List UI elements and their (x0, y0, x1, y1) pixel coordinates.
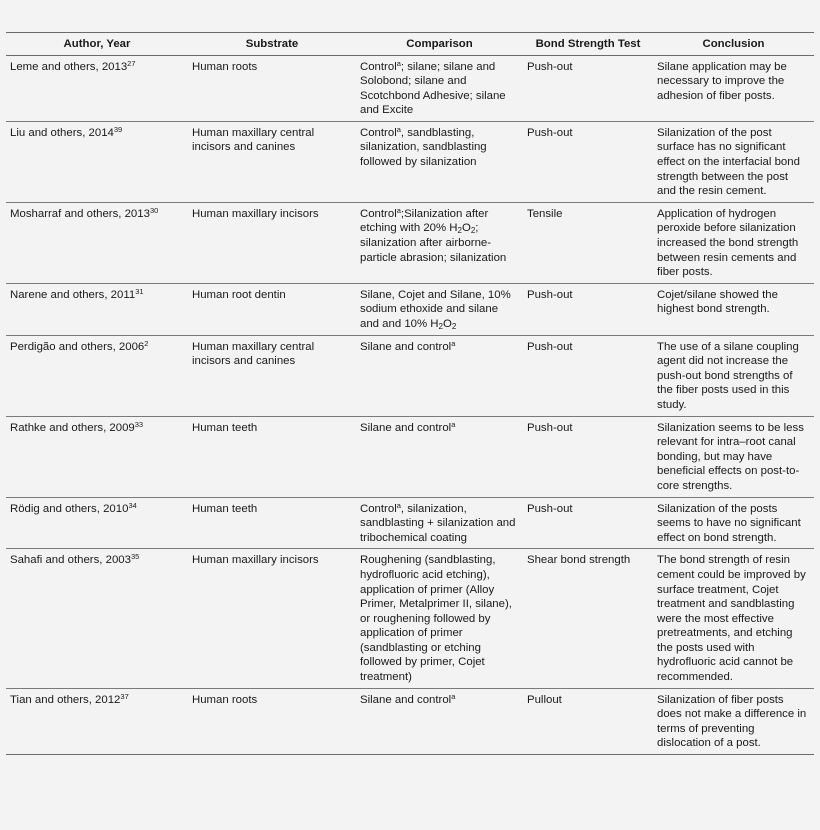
cell-comparison (356, 202, 523, 283)
author-text: Narene and others, 2011 (10, 288, 136, 301)
cell-comparison (356, 121, 523, 202)
reference-number: 27 (127, 58, 136, 68)
cell-bond-strength-test: Tensile (523, 202, 653, 283)
cell-conclusion: Silanization of fiber posts does not make a difference in terms of preventing dislocation of a post. (653, 688, 814, 754)
footnote-marker: a (451, 338, 456, 348)
cell-author-year (6, 283, 188, 335)
comparison-text: O (442, 318, 452, 330)
reference-number: 31 (135, 286, 144, 296)
cell-author-year (6, 335, 188, 416)
cell-substrate: Human maxillary central incisors and canines (188, 121, 356, 202)
cell-substrate: Human maxillary incisors (188, 549, 356, 688)
footnote-marker: a (451, 419, 456, 429)
comparison-text: Silane, Cojet and Silane, 10% sodium ethoxide and silane and and 10% H (360, 288, 511, 330)
table-row (6, 55, 814, 121)
cell-conclusion: Cojet/silane showed the highest bond strength. (653, 283, 814, 335)
cell-author-year (6, 416, 188, 497)
cell-author-year (6, 55, 188, 121)
cell-comparison (356, 283, 523, 335)
author-text: Sahafi and others, 2003 (10, 554, 131, 567)
table-header (6, 33, 814, 56)
cell-bond-strength-test: Push-out (523, 416, 653, 497)
cell-conclusion: The bond strength of resin cement could be improved by surface treatment, Cojet treatment and sandblasting were the most effective pretreatments, and etching the posts used with hydrofluoric acid cannot be recommended. (653, 549, 814, 688)
header-conclusion: Conclusion (653, 33, 814, 56)
comparison-text: Control (360, 502, 397, 515)
subscript: 2 (438, 322, 443, 331)
cell-conclusion: Silane application may be necessary to improve the adhesion of fiber posts. (653, 55, 814, 121)
table-row (6, 202, 814, 283)
comparison-text: , sandblasting, silanization, sandblasting followed by silanization (360, 126, 487, 169)
header-row (6, 33, 814, 56)
footnote-marker: a (396, 124, 401, 134)
cell-conclusion: Application of hydrogen peroxide before silanization increased the bond strength between resin cements and fiber posts. (653, 202, 814, 283)
cell-bond-strength-test: Push-out (523, 121, 653, 202)
table-body (6, 55, 814, 755)
cell-bond-strength-test: Push-out (523, 283, 653, 335)
comparison-text: ;Silanization after etching with 20% H (360, 207, 489, 235)
cell-bond-strength-test: Push-out (523, 335, 653, 416)
reference-number: 33 (134, 419, 144, 429)
footnote-marker: a (396, 205, 401, 215)
subscript: 2 (457, 226, 462, 236)
cell-conclusion: The use of a silane coupling agent did not increase the push-out bond strengths of the fiber posts used in this study. (653, 335, 814, 416)
reference-number: 37 (120, 691, 129, 701)
footnote-marker: a (451, 691, 456, 701)
cell-author-year (6, 497, 188, 549)
comparison-text: Silane and control (360, 340, 452, 353)
cell-conclusion: Silanization of the post surface has no significant effect on the interfacial bond strength between the post and the resin cement. (653, 121, 814, 202)
studies-table (6, 32, 814, 755)
table-row (6, 497, 814, 549)
cell-comparison (356, 497, 523, 549)
comparison-text: ; silane; silane and Solobond; silane and Scotchbond Adhesive; silane and Excite (360, 60, 506, 117)
table-row (6, 416, 814, 497)
cell-author-year (6, 688, 188, 754)
cell-comparison (356, 688, 523, 754)
comparison-text: Silane and control (360, 693, 452, 706)
table-row (6, 283, 814, 335)
subscript: 2 (470, 226, 476, 236)
cell-conclusion: Silanization of the posts seems to have no significant effect on bond strength. (653, 497, 814, 549)
reference-number: 2 (144, 338, 149, 348)
subscript: 2 (451, 322, 457, 331)
cell-author-year (6, 121, 188, 202)
reference-number: 34 (128, 500, 137, 510)
cell-substrate: Human teeth (188, 497, 356, 549)
comparison-text: Control (360, 207, 397, 220)
cell-substrate: Human roots (188, 55, 356, 121)
comparison-text: Control (360, 126, 397, 139)
cell-substrate: Human roots (188, 688, 356, 754)
cell-bond-strength-test: Pullout (523, 688, 653, 754)
cell-comparison (356, 416, 523, 497)
author-text: Mosharraf and others, 2013 (10, 207, 150, 220)
cell-bond-strength-test: Push-out (523, 55, 653, 121)
cell-comparison (356, 335, 523, 416)
cell-conclusion: Silanization seems to be less relevant for intra–root canal bonding, but may have beneficial effects on post-to-core strengths. (653, 416, 814, 497)
header-author-year: Author, Year (6, 33, 188, 56)
comparison-text: Roughening (sandblasting, hydrofluoric acid etching), application of primer (Alloy Primer, Metalprimer II, silane), or roughening followed by application of primer (sandblasting or etching followed by primer, Cojet treatment) (360, 554, 512, 684)
header-substrate: Substrate (188, 33, 356, 56)
header-comparison: Comparison (356, 33, 523, 56)
cell-bond-strength-test: Shear bond strength (523, 549, 653, 688)
cell-substrate: Human root dentin (188, 283, 356, 335)
comparison-text: , silanization, sandblasting + silanization and tribochemical coating (360, 502, 516, 544)
author-text: Perdigão and others, 2006 (10, 340, 145, 353)
footnote-marker: a (396, 58, 401, 68)
cell-author-year (6, 549, 188, 688)
cell-substrate: Human teeth (188, 416, 356, 497)
comparison-text: ; silanization after airborne-particle abrasion; silanization (360, 222, 507, 264)
comparison-text: Silane and control (360, 421, 452, 434)
author-text: Rödig and others, 2010 (10, 502, 129, 515)
table-row (6, 335, 814, 416)
cell-substrate: Human maxillary incisors (188, 202, 356, 283)
cell-comparison (356, 549, 523, 688)
author-text: Tian and others, 2012 (10, 693, 121, 706)
header-bond-strength-test: Bond Strength Test (523, 33, 653, 56)
reference-number: 39 (113, 124, 123, 134)
comparison-text: O (461, 222, 471, 235)
table-row (6, 121, 814, 202)
table-row (6, 688, 814, 754)
author-text: Leme and others, 2013 (10, 60, 128, 73)
table-row (6, 549, 814, 688)
author-text: Liu and others, 2014 (10, 126, 114, 139)
cell-comparison (356, 55, 523, 121)
footnote-marker: a (396, 500, 401, 510)
comparison-text: Control (360, 60, 397, 73)
author-text: Rathke and others, 2009 (10, 421, 135, 434)
cell-substrate: Human maxillary central incisors and canines (188, 335, 356, 416)
reference-number: 30 (149, 205, 159, 215)
cell-author-year (6, 202, 188, 283)
reference-number: 35 (130, 552, 140, 562)
cell-bond-strength-test: Push-out (523, 497, 653, 549)
